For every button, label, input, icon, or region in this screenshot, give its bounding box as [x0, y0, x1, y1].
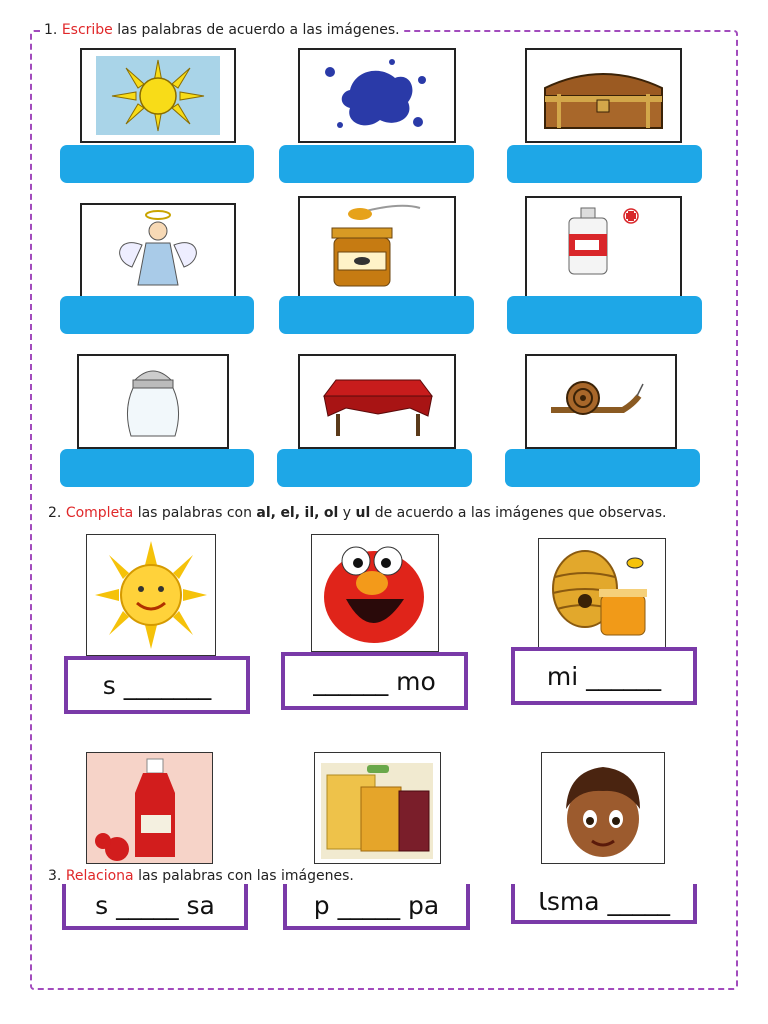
alcohol-bottle-icon [527, 198, 680, 296]
syllable-al: al, [256, 505, 276, 521]
answer-bar-9[interactable] [505, 449, 700, 487]
picture-ketchup [86, 752, 213, 864]
answer-bar-6[interactable] [507, 296, 702, 334]
elmo-icon [312, 535, 438, 651]
picture-smiling-sun [86, 534, 216, 656]
section-1-number: 1. [44, 22, 58, 38]
picture-angel [80, 203, 236, 298]
word-2: ______ mo [313, 666, 436, 696]
answer-bar-4[interactable] [60, 296, 254, 334]
word-box-6[interactable] [511, 884, 697, 924]
picture-table [298, 354, 456, 449]
answer-bar-8[interactable] [277, 449, 472, 487]
picture-snail [525, 354, 677, 449]
picture-chest [525, 48, 682, 143]
section-2-verb: Completa [65, 505, 134, 521]
picture-salt [77, 354, 229, 449]
honey-jar-icon [300, 198, 454, 296]
section-2-conj: y [342, 505, 352, 521]
word-6: Ɩsma _____ [538, 887, 670, 916]
tablecloth-table-icon [300, 356, 454, 447]
salt-shaker-icon [79, 356, 227, 447]
syllable-el: el, [280, 505, 301, 521]
sun-icon [82, 50, 234, 141]
picture-boy [541, 752, 665, 864]
picture-honey [298, 196, 456, 298]
picture-beehive [538, 538, 666, 652]
syllable-ol: ol [323, 505, 339, 521]
word-box-5[interactable] [283, 884, 470, 930]
answer-bar-2[interactable] [279, 145, 474, 183]
word-1: s _______ [102, 670, 212, 700]
section-3-heading [48, 868, 358, 884]
syllable-ul: ul [355, 505, 371, 521]
boy-face-icon [542, 753, 664, 863]
angel-icon [82, 205, 234, 296]
picture-sun [80, 48, 236, 143]
picture-pulp [314, 752, 441, 864]
word-3: mi ______ [546, 661, 662, 691]
picture-alcohol [525, 196, 682, 298]
ketchup-bottle-icon [87, 753, 212, 863]
word-box-2[interactable] [281, 652, 468, 710]
ink-splash-icon [300, 50, 454, 141]
section-2-text-b: de acuerdo a las imágenes que observas. [374, 505, 667, 521]
snail-icon [527, 356, 675, 447]
picture-ink [298, 48, 456, 143]
section-1-heading [40, 22, 404, 38]
section-1-verb: Escribe [61, 22, 113, 38]
syllable-il: il, [304, 505, 320, 521]
word-box-4[interactable] [62, 884, 248, 930]
word-4: s _____ sa [95, 891, 215, 920]
answer-bar-5[interactable] [279, 296, 474, 334]
word-5: p _____ pa [313, 891, 440, 920]
smiling-sun-icon [87, 535, 215, 655]
section-1-instruction: las palabras de acuerdo a las imágenes. [117, 22, 400, 38]
pulp-packets-icon [315, 753, 440, 863]
section-3-number: 3. [48, 868, 62, 884]
word-box-3[interactable] [511, 647, 697, 705]
section-2-text-a: las palabras con [137, 505, 252, 521]
treasure-chest-icon [527, 50, 680, 141]
word-box-1[interactable] [64, 656, 250, 714]
section-2-number: 2. [48, 505, 62, 521]
beehive-honey-icon [539, 539, 665, 651]
section-2-heading [48, 505, 667, 521]
section-3-verb: Relaciona [65, 868, 134, 884]
picture-elmo [311, 534, 439, 652]
section-3-instruction: las palabras con las imágenes. [138, 868, 354, 884]
answer-bar-7[interactable] [60, 449, 254, 487]
answer-bar-1[interactable] [60, 145, 254, 183]
answer-bar-3[interactable] [507, 145, 702, 183]
